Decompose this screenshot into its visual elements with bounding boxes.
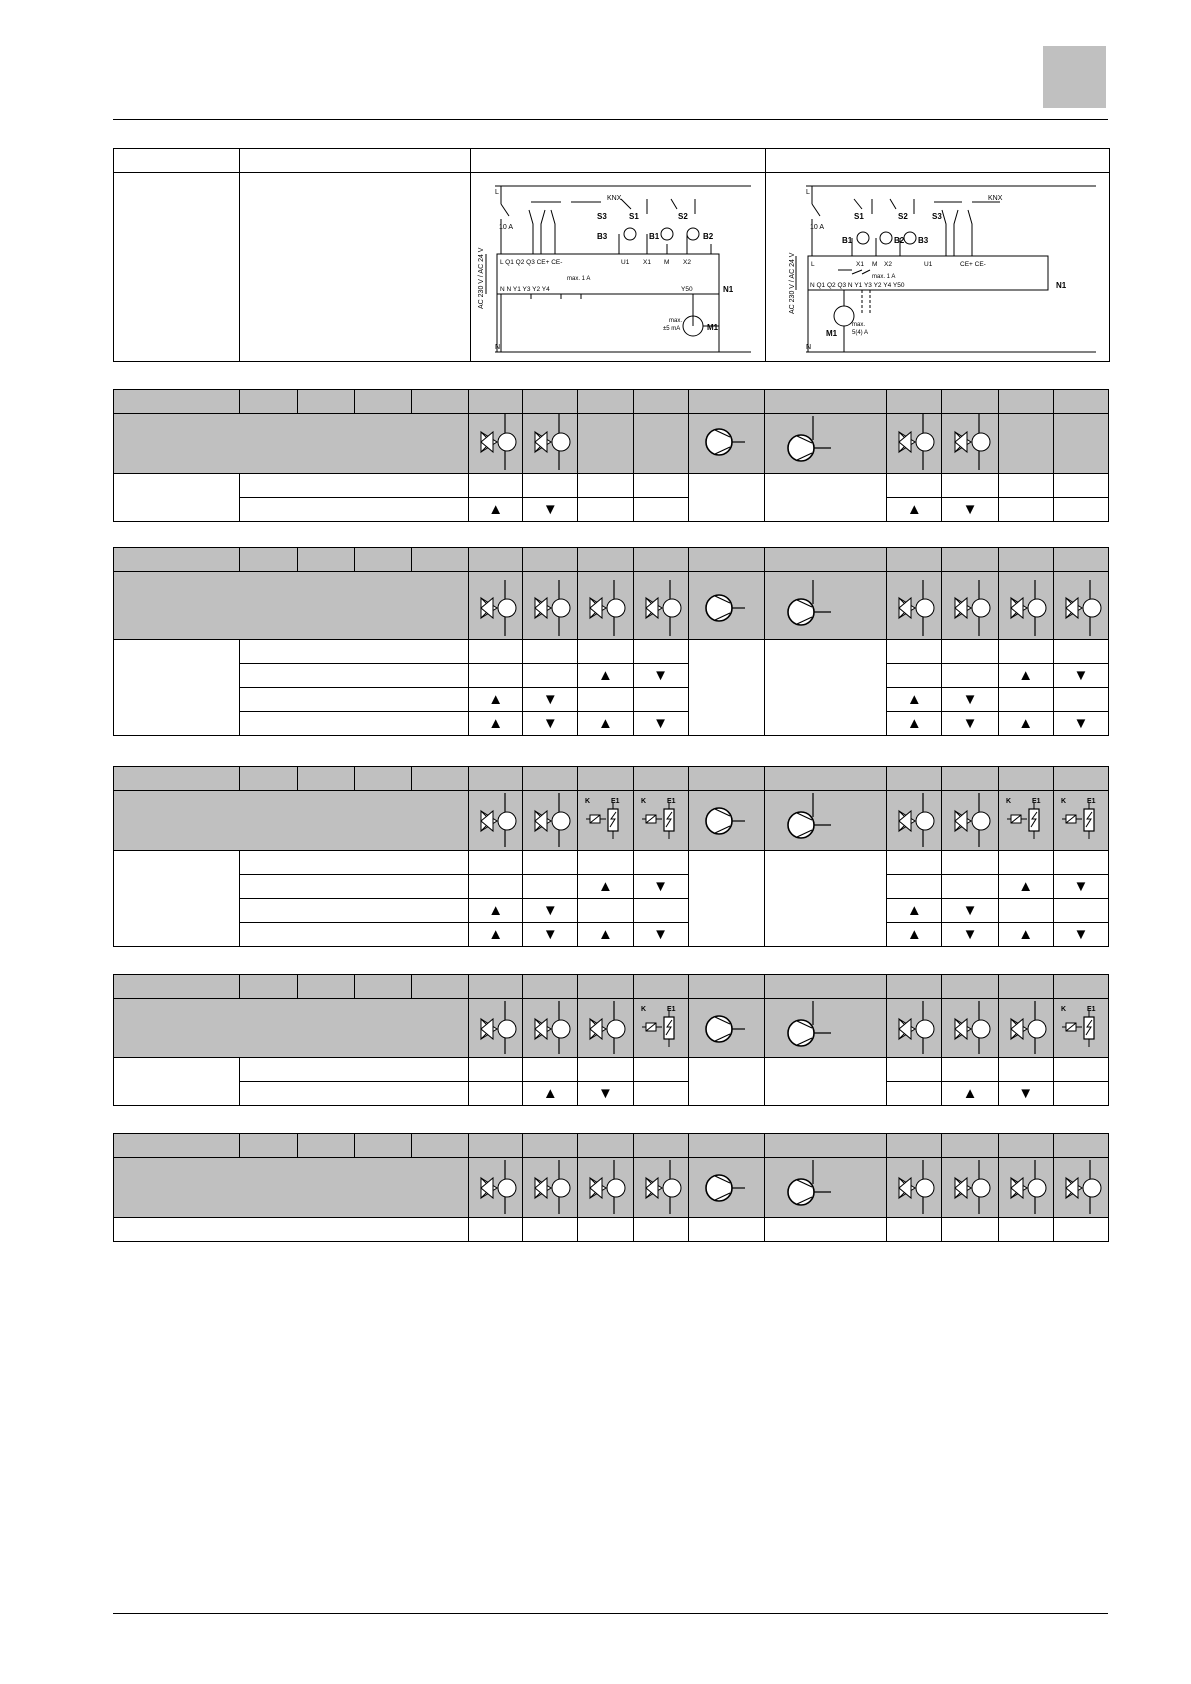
svg-text:E1: E1 (666, 798, 676, 805)
pump-with-sensor-icon (771, 999, 881, 1054)
wiring-right-bus: KNX (988, 194, 1003, 202)
wiring-left-rail-N: N (495, 343, 501, 351)
svg-text:N Q1 Q2 Q3 N Y1 Y3: N Q1 Q2 Q3 N Y1 Y3 Y2 Y4 Y50 (810, 281, 905, 289)
wiring-header-cell-4 (766, 149, 1110, 173)
svg-text:E1: E1 (1086, 1006, 1096, 1013)
svg-text:S3: S3 (932, 211, 942, 221)
valve-icon (1056, 572, 1106, 636)
down-arrow-icon: ▼ (962, 501, 978, 518)
valve-icon (945, 414, 995, 470)
valve-icon (889, 791, 939, 847)
pump-with-sensor-icon (771, 414, 881, 470)
down-arrow-icon: ▼ (962, 715, 978, 732)
svg-text:5(4) A: 5(4) A (852, 329, 869, 336)
svg-text:N: N (806, 343, 812, 351)
svg-text:B1: B1 (649, 231, 660, 241)
svg-text:E1: E1 (1031, 798, 1041, 805)
svg-text:B3: B3 (597, 231, 608, 241)
svg-text:Y50: Y50 (681, 285, 693, 293)
svg-text:S1: S1 (629, 211, 639, 221)
valve-icon (471, 791, 521, 847)
svg-text:X1: X1 (643, 258, 651, 266)
valve-icon (1001, 1158, 1051, 1214)
down-arrow-icon: ▼ (542, 715, 558, 732)
down-arrow-icon: ▼ (653, 667, 669, 684)
valve-icon (580, 999, 630, 1054)
valve-icon (471, 1158, 521, 1214)
pump-icon (691, 414, 761, 470)
up-arrow-icon: ▲ (906, 691, 922, 708)
svg-text:B2: B2 (703, 231, 714, 241)
svg-text:X2: X2 (884, 260, 892, 268)
down-arrow-icon: ▼ (1073, 667, 1089, 684)
wiring-left-motor: M1 (707, 322, 719, 332)
svg-text:S2: S2 (678, 211, 688, 221)
pump-with-sensor-icon (771, 572, 881, 636)
svg-text:M: M (872, 260, 878, 268)
wiring-diagram-table (113, 148, 1110, 362)
valve-icon (636, 1158, 686, 1214)
down-arrow-icon: ▼ (653, 878, 669, 895)
wiring-right-motor: M1 (826, 328, 838, 338)
svg-text:E1: E1 (666, 1006, 676, 1013)
up-arrow-icon: ▲ (906, 926, 922, 943)
svg-text:X1: X1 (856, 260, 864, 268)
wiring-cell-2 (240, 173, 471, 362)
svg-text:L: L (811, 260, 815, 268)
up-arrow-icon: ▲ (598, 715, 613, 732)
up-arrow-icon: ▲ (488, 926, 504, 943)
svg-text:S1: S1 (854, 211, 864, 221)
svg-text:E1: E1 (611, 798, 621, 805)
wiring-left-controller: N1 (723, 284, 734, 294)
config-table-2 (113, 547, 1109, 736)
footer-rule (113, 1613, 1108, 1614)
svg-text:K: K (1060, 798, 1066, 805)
svg-text:max.: max. (852, 321, 866, 328)
relay-heater-icon (1001, 791, 1051, 847)
up-arrow-icon: ▲ (598, 926, 613, 943)
relay-heater-icon (1056, 791, 1106, 847)
valve-icon (1001, 999, 1051, 1054)
pump-icon (691, 1158, 761, 1214)
svg-text:B2: B2 (894, 235, 905, 245)
svg-text:L Q1 Q2 Q3 CE+ CE-: L Q1 Q2 Q3 CE+ CE- (500, 258, 563, 266)
pump-icon (691, 791, 761, 847)
down-arrow-icon: ▼ (1018, 1085, 1034, 1102)
down-arrow-icon: ▼ (1073, 878, 1089, 895)
config-table-5 (113, 1133, 1109, 1242)
valve-icon (889, 999, 939, 1054)
up-arrow-icon: ▲ (906, 715, 922, 732)
up-arrow-icon: ▲ (598, 878, 613, 895)
down-arrow-icon: ▼ (653, 715, 669, 732)
valve-icon (471, 572, 521, 636)
wiring-diagram-left (471, 173, 766, 362)
valve-icon (889, 414, 939, 470)
svg-text:M: M (664, 258, 670, 266)
wiring-diagram-left-svg (471, 174, 764, 361)
wiring-diagram-right-svg (766, 174, 1108, 361)
up-arrow-icon: ▲ (906, 501, 922, 518)
valve-icon (525, 414, 575, 470)
svg-text:B3: B3 (918, 235, 929, 245)
svg-text:K: K (585, 798, 591, 805)
valve-icon (525, 1158, 575, 1214)
svg-text:±5 mA: ±5 mA (663, 325, 681, 332)
valve-icon (945, 1158, 995, 1214)
svg-text:K: K (640, 798, 646, 805)
valve-icon (889, 1158, 939, 1214)
svg-text:K: K (1005, 798, 1011, 805)
down-arrow-icon: ▼ (962, 691, 978, 708)
valve-icon (525, 791, 575, 847)
relay-heater-icon (580, 791, 630, 847)
pump-icon (691, 999, 761, 1054)
up-arrow-icon: ▲ (542, 1085, 558, 1102)
valve-icon (889, 572, 939, 636)
down-arrow-icon: ▼ (598, 1085, 613, 1102)
config-table-1 (113, 389, 1109, 522)
valve-icon (1001, 572, 1051, 636)
pump-icon (691, 572, 761, 636)
down-arrow-icon: ▼ (542, 926, 558, 943)
wiring-left-fuse: 10 A (499, 223, 514, 231)
down-arrow-icon: ▼ (962, 902, 978, 919)
down-arrow-icon: ▼ (653, 926, 669, 943)
relay-heater-icon (636, 999, 686, 1054)
wiring-right-fuse: 10 A (810, 223, 825, 231)
wiring-cell-1 (114, 173, 240, 362)
relay-heater-icon (636, 791, 686, 847)
wiring-left-supply: AC 230 V / AC 24 V (478, 247, 485, 309)
svg-text:CE+ CE-: CE+ CE- (960, 260, 986, 268)
svg-text:U1: U1 (924, 260, 933, 268)
valve-icon (471, 414, 521, 470)
wiring-right-supply: AC 230 V / AC 24 V (789, 252, 796, 314)
svg-text:X2: X2 (683, 258, 691, 266)
down-arrow-icon: ▼ (1073, 926, 1089, 943)
up-arrow-icon: ▲ (1018, 926, 1034, 943)
svg-text:U1: U1 (621, 258, 630, 266)
valve-icon (945, 572, 995, 636)
svg-text:max. 1 A: max. 1 A (872, 273, 896, 280)
down-arrow-icon: ▼ (542, 501, 558, 518)
relay-heater-icon (1056, 999, 1106, 1054)
config-table-3 (113, 766, 1109, 947)
valve-icon (525, 572, 575, 636)
down-arrow-icon: ▼ (542, 691, 558, 708)
svg-text:E1: E1 (1086, 798, 1096, 805)
wiring-header-cell-1 (114, 149, 240, 173)
up-arrow-icon: ▲ (1018, 667, 1034, 684)
pump-with-sensor-icon (771, 791, 881, 847)
svg-text:K: K (640, 1006, 646, 1013)
valve-icon (945, 791, 995, 847)
pump-with-sensor-icon (771, 1158, 881, 1214)
valve-icon (580, 572, 630, 636)
up-arrow-icon: ▲ (488, 715, 504, 732)
wiring-right-controller: N1 (1056, 280, 1067, 290)
config-table-1-label-cell (114, 414, 469, 474)
wiring-diagram-right (766, 173, 1110, 362)
valve-icon (1056, 1158, 1106, 1214)
svg-text:L: L (806, 188, 810, 196)
wiring-header-cell-3 (471, 149, 766, 173)
valve-icon (945, 999, 995, 1054)
up-arrow-icon: ▲ (488, 691, 504, 708)
valve-icon (580, 1158, 630, 1214)
up-arrow-icon: ▲ (598, 667, 613, 684)
up-arrow-icon: ▲ (906, 902, 922, 919)
valve-icon (636, 572, 686, 636)
up-arrow-icon: ▲ (962, 1085, 978, 1102)
down-arrow-icon: ▼ (1073, 715, 1089, 732)
up-arrow-icon: ▲ (488, 902, 504, 919)
up-arrow-icon: ▲ (488, 501, 504, 518)
down-arrow-icon: ▼ (962, 926, 978, 943)
svg-text:max.: max. (669, 317, 683, 324)
valve-icon (471, 999, 521, 1054)
wiring-left-bus: KNX (607, 194, 622, 202)
wiring-left-rail-L: L (495, 188, 499, 196)
header-rule (113, 119, 1108, 120)
down-arrow-icon: ▼ (542, 902, 558, 919)
up-arrow-icon: ▲ (1018, 878, 1034, 895)
up-arrow-icon: ▲ (1018, 715, 1034, 732)
chapter-tab-marker (1043, 46, 1106, 108)
svg-text:S2: S2 (898, 211, 908, 221)
svg-text:S3: S3 (597, 211, 607, 221)
svg-text:N N Y1 Y3 Y2 Y4: N N Y1 Y3 Y2 Y4 (500, 285, 550, 293)
config-table-4 (113, 974, 1109, 1106)
svg-text:max. 1 A: max. 1 A (567, 275, 591, 282)
wiring-header-cell-2 (240, 149, 471, 173)
svg-text:B1: B1 (842, 235, 853, 245)
valve-icon (525, 999, 575, 1054)
svg-text:K: K (1060, 1006, 1066, 1013)
